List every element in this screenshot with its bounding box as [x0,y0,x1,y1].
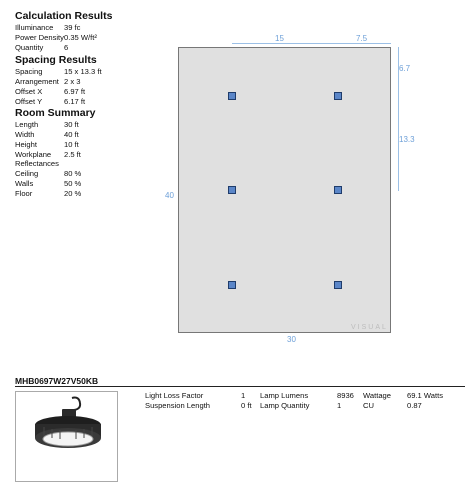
luminaire-4 [334,186,342,194]
power-density-label: Power Density [15,33,64,42]
workplane-value: 2.5 ft [64,150,81,159]
cu-label: CU [363,401,374,410]
lamp-lumens-value: 8936 [337,391,354,400]
wattage-value: 69.1 Watts [407,391,444,400]
suspension-length-value: 0 ft [241,401,252,410]
ceiling-value: 80 % [64,169,82,178]
offset-y-row [15,97,175,107]
quantity-value: 6 [64,43,69,52]
illuminance-value: 39 fc [64,23,81,32]
reflectances-heading [15,159,175,169]
dim-offset-y-label: 6.7 [399,64,411,73]
length-row [15,120,175,130]
power-density-value: 0.35 W/ft² [64,33,97,42]
room-width-dimension: 40 [165,191,174,200]
length-label: Length [15,120,39,129]
cu-value: 0.87 [407,401,422,410]
power-density-row [15,33,175,43]
offset-x-dimension-line [339,43,391,44]
quantity-row [15,43,175,53]
height-label: Height [15,140,37,149]
luminaire-2 [334,92,342,100]
luminaire-6 [334,281,342,289]
wattage-label: Wattage [363,391,391,400]
walls-label: Walls [15,179,34,188]
illuminance-label: Illuminance [15,23,54,32]
floor-row [15,189,175,199]
ufo-high-bay-light-icon [16,392,117,481]
light-loss-factor-value: 1 [241,391,246,400]
ceiling-row [15,169,175,179]
offset-y-value: 6.17 ft [64,97,86,106]
lamp-quantity-label: Lamp Quantity [260,401,310,410]
walls-value: 50 % [64,179,82,188]
spacing-results-title: Spacing Results [15,54,97,66]
width-value: 40 ft [64,130,79,139]
height-value: 10 ft [64,140,79,149]
arrangement-value: 2 x 3 [64,77,81,86]
spacing-x-dimension-line [232,43,339,44]
spacing-row [15,67,175,77]
product-name: MHB0697W27V50KB [15,376,99,386]
light-loss-factor-label: Light Loss Factor [145,391,204,400]
ceiling-label: Ceiling [15,169,39,178]
calculation-results-title: Calculation Results [15,10,113,22]
offset-x-label: Offset X [15,87,43,96]
height-row [15,140,175,150]
offset-x-value: 6.97 ft [64,87,86,96]
walls-row [15,179,175,189]
product-image-frame [15,391,118,482]
illuminance-row [15,23,175,33]
lamp-lumens-label: Lamp Lumens [260,391,309,400]
arrangement-label: Arrangement [15,77,59,86]
dim-spacing-y-label: 13.3 [399,135,415,144]
luminaire-3 [228,186,236,194]
quantity-label: Quantity [15,43,44,52]
visual-watermark: VISUAL [351,324,388,331]
dim-spacing-x-label: 15 [275,34,284,43]
lamp-quantity-value: 1 [337,401,342,410]
arrangement-row [15,77,175,87]
suspension-length-label: Suspension Length [145,401,211,410]
spacing-value: 15 x 13.3 ft [64,67,102,76]
room-summary-title: Room Summary [15,107,96,119]
width-row [15,130,175,140]
reflectances-label: Reflectances [15,159,59,168]
offset-x-row [15,87,175,97]
spacing-label: Spacing [15,67,43,76]
dim-offset-x-label: 7.5 [356,34,368,43]
luminaire-1 [228,92,236,100]
offset-y-label: Offset Y [15,97,43,106]
product-divider [15,386,465,387]
luminaire-5 [228,281,236,289]
room-plan [178,47,391,333]
room-length-dimension: 30 [287,335,296,344]
length-value: 30 ft [64,120,79,129]
workplane-label: Workplane [15,150,52,159]
floor-value: 20 % [64,189,82,198]
width-label: Width [15,130,35,139]
floor-label: Floor [15,189,33,198]
